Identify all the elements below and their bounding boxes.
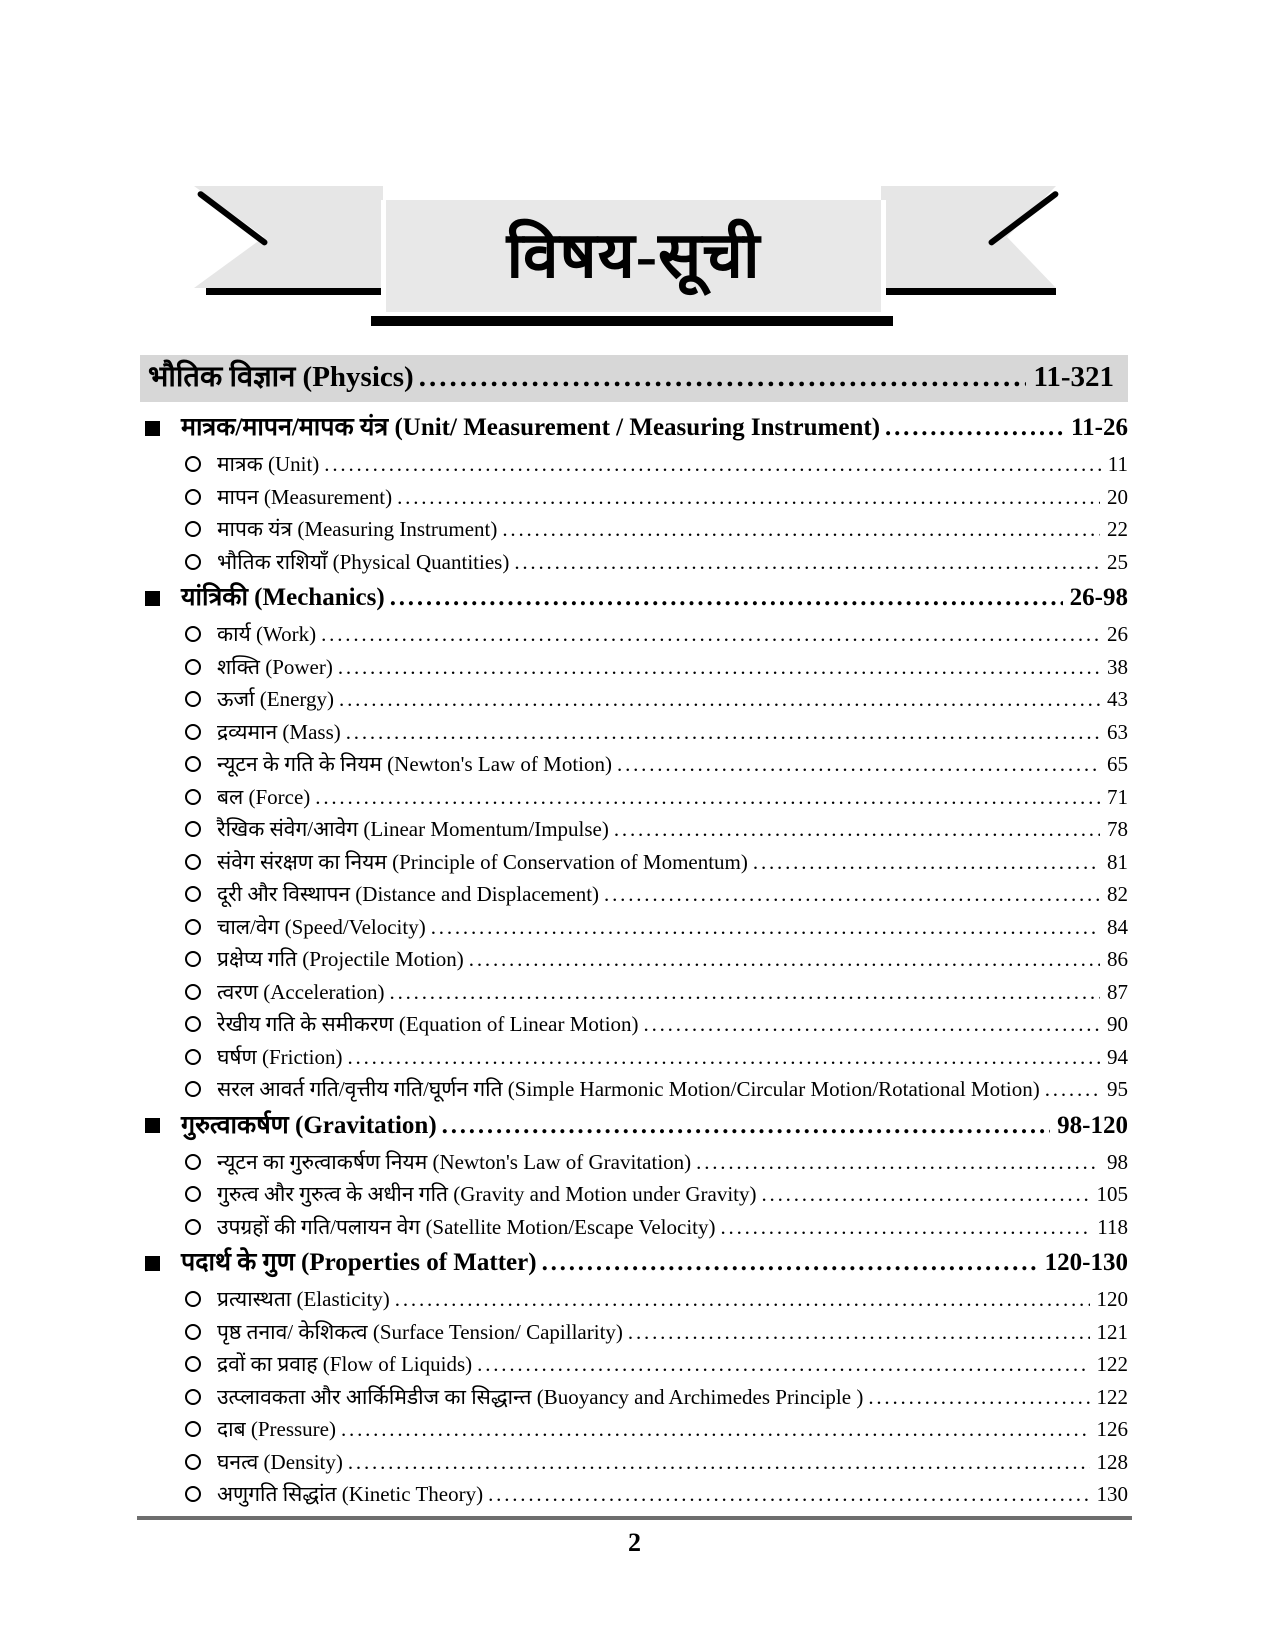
circle-bullet-icon [185, 1421, 201, 1437]
toc-item-row [140, 1146, 1128, 1179]
square-bullet-icon [145, 591, 160, 606]
dot-leader [397, 481, 1100, 514]
dot-leader [390, 976, 1100, 1009]
toc-entry-page: 86 [1107, 947, 1128, 971]
dot-leader [348, 1446, 1090, 1479]
circle-bullet-icon [185, 886, 201, 902]
toc-item-row [140, 846, 1128, 879]
toc-entry-label: संवेग संरक्षण का नियम (Principle of Conservation of Momentum) [217, 849, 748, 874]
toc-item-row [140, 546, 1128, 579]
dot-leader [338, 651, 1100, 684]
toc-entry-page: 98 [1107, 1149, 1128, 1174]
toc-list [140, 408, 1128, 1511]
toc-entry-label: रैखिक संवेग/आवेग (Linear Momentum/Impulse) [217, 817, 609, 841]
toc-section-row [140, 1106, 1128, 1146]
toc-item-row [140, 1283, 1128, 1316]
toc-entry-label: दूरी और विस्थापन (Distance and Displacement) [217, 882, 600, 906]
dot-leader [395, 1283, 1090, 1316]
toc-entry-page: 25 [1107, 549, 1128, 574]
toc-entry-page: 22 [1107, 517, 1128, 541]
footer-rule [137, 1516, 1132, 1520]
circle-bullet-icon [185, 1219, 201, 1235]
toc-entry-page: 105 [1096, 1182, 1128, 1206]
dot-leader [696, 1146, 1100, 1179]
toc-entry-page: 122 [1096, 1384, 1128, 1409]
dot-leader [502, 513, 1100, 546]
toc-item-row [140, 781, 1128, 814]
square-bullet-icon [145, 1256, 160, 1271]
toc-item-row [140, 651, 1128, 684]
toc-entry-page: 65 [1107, 752, 1128, 776]
toc-entry-label: ऊर्जा (Energy) [217, 687, 335, 711]
toc-entry-label: अणुगति सिद्धांत (Kinetic Theory) [217, 1482, 484, 1506]
toc-item-row [140, 1348, 1128, 1381]
toc-entry-page: 20 [1107, 484, 1128, 509]
toc-entry-page: 90 [1107, 1012, 1128, 1036]
circle-bullet-icon [185, 821, 201, 837]
subject-bar [140, 355, 1128, 402]
square-bullet-icon [145, 421, 160, 436]
circle-bullet-icon [185, 521, 201, 537]
dot-leader [753, 846, 1100, 879]
dot-leader [341, 1413, 1090, 1446]
circle-bullet-icon [185, 659, 201, 675]
toc-item-row [140, 813, 1128, 846]
dot-leader [339, 683, 1100, 716]
toc-item-row [140, 1381, 1128, 1414]
toc-entry-page: 11 [1107, 452, 1128, 476]
toc-entry-label: घनत्व (Density) [217, 1449, 343, 1474]
dot-leader [628, 1316, 1090, 1349]
toc-entry-label: चाल/वेग (Speed/Velocity) [217, 914, 426, 939]
toc-entry-page: 71 [1107, 784, 1128, 809]
toc-entry-page: 121 [1096, 1319, 1128, 1344]
circle-bullet-icon [185, 554, 201, 570]
ribbon-right-wing [881, 186, 1056, 288]
toc-entry-page: 120-130 [1044, 1249, 1128, 1276]
toc-entry-page: 63 [1107, 719, 1128, 744]
circle-bullet-icon [185, 854, 201, 870]
banner-title-underline [371, 316, 893, 326]
dot-leader [617, 748, 1100, 781]
dot-leader [514, 546, 1100, 579]
circle-bullet-icon [185, 456, 201, 472]
toc-entry-label: घर्षण (Friction) [217, 1044, 343, 1069]
circle-bullet-icon [185, 1154, 201, 1170]
subject-bar-pages: 11-321 [1033, 361, 1114, 393]
toc-entry-label: भौतिक राशियाँ (Physical Quantities) [217, 549, 510, 574]
toc-item-row [140, 1211, 1128, 1244]
toc-entry-label: न्यूटन के गति के नियम (Newton's Law of Motion) [217, 752, 613, 776]
toc-entry-label: शक्ति (Power) [217, 654, 333, 679]
toc-entry-page: 84 [1107, 914, 1128, 939]
circle-bullet-icon [185, 1049, 201, 1065]
circle-bullet-icon [185, 1486, 201, 1502]
circle-bullet-icon [185, 789, 201, 805]
toc-entry-page: 26 [1107, 622, 1128, 646]
dot-leader [469, 943, 1100, 976]
toc-entry-page: 126 [1096, 1417, 1128, 1441]
toc-entry-page: 118 [1097, 1214, 1128, 1239]
dot-leader [419, 355, 1027, 399]
toc-entry-label: गुरुत्वाकर्षण (Gravitation) [181, 1111, 437, 1139]
circle-bullet-icon [185, 1016, 201, 1032]
toc-entry-page: 122 [1096, 1352, 1128, 1376]
dot-leader [720, 1211, 1090, 1244]
toc-item-row [140, 1446, 1128, 1479]
toc-entry-page: 82 [1107, 882, 1128, 906]
toc-item-row [140, 683, 1128, 716]
toc-entry-label: मापन (Measurement) [217, 484, 393, 509]
toc-entry-label: रेखीय गति के समीकरण (Equation of Linear Motion) [217, 1012, 639, 1036]
toc-entry-label: त्वरण (Acceleration) [217, 979, 385, 1004]
ribbon-right-underline [883, 288, 1056, 295]
toc-entry-label: दाब (Pressure) [217, 1417, 336, 1441]
dot-leader [762, 1178, 1090, 1211]
dot-leader [488, 1478, 1089, 1511]
footer-page-number: 2 [628, 1528, 641, 1557]
dot-leader [885, 408, 1064, 448]
toc-item-row [140, 1316, 1128, 1349]
toc-entry-page: 94 [1107, 1044, 1128, 1069]
toc-entry-page: 130 [1096, 1482, 1128, 1506]
toc-entry-label: मात्रक/मापन/मापक यंत्र (Unit/ Measurement / Measuring Instrument) [181, 414, 881, 441]
toc-entry-page: 128 [1096, 1449, 1128, 1474]
toc-item-row [140, 481, 1128, 514]
dot-leader [390, 578, 1063, 618]
dot-leader [477, 1348, 1089, 1381]
toc-item-row [140, 1041, 1128, 1074]
toc-entry-label: सरल आवर्त गति/वृत्तीय गति/घूर्णन गति (Simple Harmonic Motion/Circular Motion/Rotational Motion) [217, 1077, 1040, 1101]
toc-entry-page: 11-26 [1071, 414, 1128, 441]
toc-entry-label: पदार्थ के गुण (Properties of Matter) [181, 1249, 537, 1276]
circle-bullet-icon [185, 1186, 201, 1202]
circle-bullet-icon [185, 1081, 201, 1097]
page-footer [137, 1516, 1132, 1558]
dot-leader [604, 878, 1100, 911]
title-ribbon-banner [190, 180, 1070, 340]
toc-item-row [140, 1008, 1128, 1041]
toc-entry-label: प्रत्यास्थता (Elasticity) [217, 1287, 390, 1311]
circle-bullet-icon [185, 1356, 201, 1372]
toc-item-row [140, 513, 1128, 546]
toc-entry-label: गुरुत्व और गुरुत्व के अधीन गति (Gravity and Motion under Gravity) [217, 1182, 757, 1206]
toc-entry-page: 87 [1107, 979, 1128, 1004]
page-title: विषय-सूची [506, 220, 761, 291]
square-bullet-icon [145, 1118, 160, 1133]
toc-entry-page: 26-98 [1069, 584, 1128, 611]
toc-entry-label: पृष्ठ तनाव/ केशिकत्व (Surface Tension/ Capillarity) [217, 1319, 623, 1344]
toc-item-row [140, 748, 1128, 781]
dot-leader [542, 1243, 1038, 1283]
toc-section-row [140, 408, 1128, 448]
toc-entry-page: 78 [1107, 817, 1128, 841]
toc-entry-label: द्रव्यमान (Mass) [217, 719, 341, 744]
dot-leader [431, 911, 1100, 944]
toc-entry-label: प्रक्षेप्य गति (Projectile Motion) [217, 947, 464, 971]
toc-entry-label: उपग्रहों की गति/पलायन वेग (Satellite Motion/Escape Velocity) [217, 1214, 716, 1239]
circle-bullet-icon [185, 691, 201, 707]
circle-bullet-icon [185, 626, 201, 642]
circle-bullet-icon [185, 1291, 201, 1307]
toc-item-row [140, 448, 1128, 481]
circle-bullet-icon [185, 724, 201, 740]
dot-leader [644, 1008, 1100, 1041]
banner-title-box [381, 200, 886, 312]
toc-item-row [140, 618, 1128, 651]
circle-bullet-icon [185, 756, 201, 772]
subject-bar-label: भौतिक विज्ञान (Physics) [148, 361, 414, 393]
circle-bullet-icon [185, 489, 201, 505]
toc-entry-page: 98-120 [1057, 1111, 1128, 1139]
toc-entry-page: 81 [1107, 849, 1128, 874]
toc-section-row [140, 578, 1128, 618]
ribbon-left-wing [194, 186, 383, 288]
toc-item-row [140, 976, 1128, 1009]
toc-item-row [140, 1073, 1128, 1106]
toc-item-row [140, 943, 1128, 976]
circle-bullet-icon [185, 984, 201, 1000]
toc-content [140, 355, 1128, 1511]
toc-section-row [140, 1243, 1128, 1283]
toc-entry-page: 95 [1107, 1077, 1128, 1101]
toc-item-row [140, 1413, 1128, 1446]
toc-entry-label: बल (Force) [217, 784, 311, 809]
toc-entry-label: मात्रक (Unit) [217, 452, 320, 476]
toc-item-row [140, 878, 1128, 911]
dot-leader [347, 1041, 1100, 1074]
circle-bullet-icon [185, 1454, 201, 1470]
circle-bullet-icon [185, 1389, 201, 1405]
dot-leader [442, 1106, 1051, 1146]
toc-item-row [140, 1178, 1128, 1211]
dot-leader [346, 716, 1100, 749]
dot-leader [321, 618, 1100, 651]
toc-entry-page: 43 [1107, 687, 1128, 711]
toc-item-row [140, 911, 1128, 944]
toc-entry-label: यांत्रिकी (Mechanics) [181, 584, 385, 611]
toc-entry-label: कार्य (Work) [217, 622, 317, 646]
toc-entry-label: मापक यंत्र (Measuring Instrument) [217, 517, 498, 541]
ribbon-left-underline [206, 288, 382, 295]
circle-bullet-icon [185, 1324, 201, 1340]
circle-bullet-icon [185, 919, 201, 935]
toc-item-row [140, 716, 1128, 749]
dot-leader [324, 448, 1100, 481]
dot-leader [315, 781, 1100, 814]
dot-leader [614, 813, 1100, 846]
toc-entry-page: 38 [1107, 654, 1128, 679]
dot-leader [1045, 1073, 1100, 1106]
toc-entry-label: द्रवों का प्रवाह (Flow of Liquids) [217, 1352, 473, 1376]
toc-entry-page: 120 [1096, 1287, 1128, 1311]
toc-entry-label: न्यूटन का गुरुत्वाकर्षण नियम (Newton's Law of Gravitation) [217, 1149, 692, 1174]
circle-bullet-icon [185, 951, 201, 967]
toc-item-row [140, 1478, 1128, 1511]
toc-entry-label: उत्प्लावकता और आर्किमिडीज का सिद्धान्त (Buoyancy and Archimedes Principle ) [217, 1384, 864, 1409]
dot-leader [868, 1381, 1089, 1414]
